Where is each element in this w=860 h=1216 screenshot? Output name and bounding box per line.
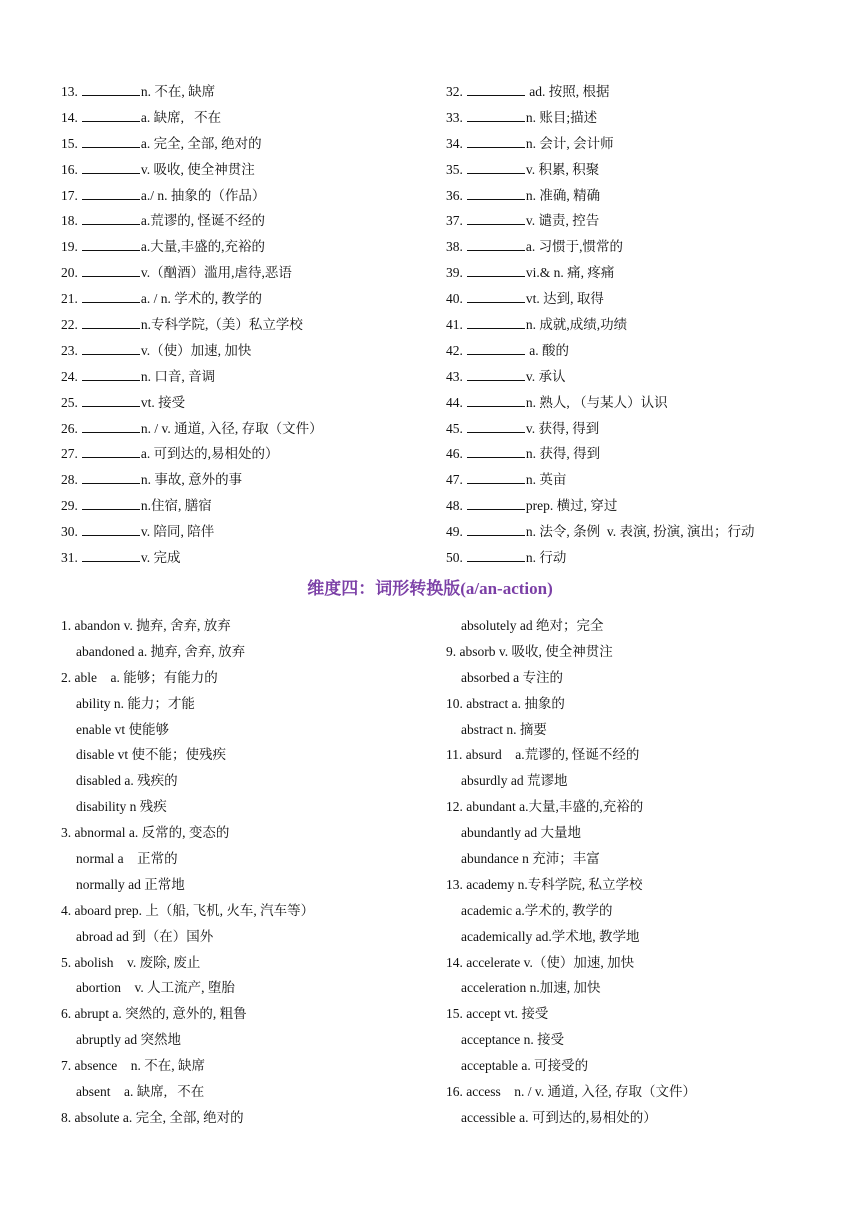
fill-in-item [446,260,755,286]
item-definition: n. 法令, 条例 v. 表演, 扮演, 演出；行动 [525,524,755,540]
derived-form-entry: abruptly ad 突然地 [76,1032,181,1048]
headword-entry: 3. abnormal a. 反常的, 变态的 [61,825,230,841]
item-number: 38. [446,239,463,255]
headword-entry: 4. aboard prep. 上（船, 飞机, 火车, 汽车等） [61,902,315,918]
answer-blank[interactable] [467,445,525,458]
answer-blank[interactable] [467,420,525,433]
answer-blank[interactable] [82,420,140,433]
fill-in-item [446,157,755,183]
derived-form-entry: disable vt 使不能；使残疾 [76,747,226,763]
item-number: 41. [446,317,463,333]
headword-entry: 10. abstract a. 抽象的 [446,695,565,711]
item-definition: n. 英亩 [525,472,567,488]
answer-blank[interactable] [467,290,525,303]
derived-form-entry: abortion v. 人工流产, 堕胎 [76,980,235,996]
answer-blank[interactable] [467,264,525,277]
item-definition: a.荒谬的, 怪诞不经的 [140,213,265,229]
derived-form-entry: acceptance n. 接受 [461,1032,565,1048]
fill-in-item [61,105,323,131]
fill-in-item [61,79,323,105]
item-definition: v. 积累, 积聚 [525,161,600,177]
fill-in-item [61,131,323,157]
item-definition: n. 准确, 精确 [525,187,601,203]
item-definition: v. 谴责, 控告 [525,213,600,229]
fill-in-item [61,364,323,390]
item-number: 48. [446,498,463,514]
item-number: 35. [446,161,463,177]
answer-blank[interactable] [82,471,140,484]
item-number: 34. [446,135,463,151]
answer-blank[interactable] [467,394,525,407]
item-number: 37. [446,213,463,229]
derived-form-entry: ability n. 能力；才能 [76,695,195,711]
answer-blank[interactable] [82,497,140,510]
derived-form-entry: accessible a. 可到达的,易相处的） [461,1109,657,1125]
item-definition: v.（酗酒）滥用,虐待,恶语 [140,265,292,281]
item-number: 18. [61,213,78,229]
item-definition: n. / v. 通道, 入径, 存取（文件） [140,420,323,436]
fill-in-item [446,183,755,209]
item-number: 28. [61,472,78,488]
item-definition: a./ n. 抽象的（作品） [140,187,266,203]
headword-entry: 11. absurd a.荒谬的, 怪诞不经的 [446,747,640,763]
item-number: 30. [61,524,78,540]
headword-entry: 1. abandon v. 抛弃, 舍弃, 放弃 [61,618,231,633]
item-definition: vt. 达到, 取得 [525,291,604,307]
item-definition: n.专科学院,（美）私立学校 [140,317,303,333]
item-number: 43. [446,368,463,384]
item-definition: n. 口音, 音调 [140,368,216,384]
fill-in-item [61,338,323,364]
answer-blank[interactable] [82,264,140,277]
fill-in-left-column [61,79,323,571]
fill-in-item [446,441,755,467]
answer-blank[interactable] [467,316,525,329]
answer-blank[interactable] [82,342,140,355]
fill-in-item [61,286,323,312]
item-number: 17. [61,187,78,203]
item-definition: v. 吸收, 使全神贯注 [140,161,255,177]
answer-blank[interactable] [82,549,140,562]
derived-form-entry: enable vt 使能够 [76,721,169,737]
answer-blank[interactable] [467,135,525,148]
headword-entry: 9. absorb v. 吸收, 使全神贯注 [446,643,613,659]
item-definition: n. 行动 [525,550,567,566]
fill-in-item [61,234,323,260]
fill-in-item [61,183,323,209]
item-number: 50. [446,550,463,566]
derived-form-entry: disabled a. 残疾的 [76,773,178,789]
headword-entry: 12. abundant a.大量,丰盛的,充裕的 [446,799,644,815]
item-definition: n. 获得, 得到 [525,446,601,462]
item-number: 13. [61,84,78,99]
answer-blank[interactable] [82,238,140,251]
item-number: 31. [61,550,78,566]
fill-in-item [446,208,755,234]
fill-in-item [446,234,755,260]
answer-blank[interactable] [82,187,140,200]
item-definition: a. 完全, 全部, 绝对的 [140,135,262,151]
item-number: 44. [446,394,463,410]
item-definition: v. 承认 [525,368,566,384]
item-number: 16. [61,161,78,177]
answer-blank[interactable] [82,161,140,174]
answer-blank[interactable] [467,83,525,96]
derived-form-entry: abroad ad 到（在）国外 [76,928,214,944]
derived-form-entry: absent a. 缺席, 不在 [76,1084,205,1100]
item-definition: n. 账目;描述 [525,109,598,125]
answer-blank[interactable] [82,394,140,407]
answer-blank[interactable] [467,342,525,355]
item-definition: v. 完成 [140,550,181,566]
item-definition: v. 获得, 得到 [525,420,600,436]
item-number: 36. [446,187,463,203]
item-definition: a. 缺席, 不在 [140,109,222,125]
fill-in-item [446,131,755,157]
item-number: 33. [446,109,463,125]
fill-in-item [446,493,755,519]
item-number: 19. [61,239,78,255]
word-forms-right-column [446,613,696,1131]
item-number: 49. [446,524,463,540]
derived-form-entry: academic a.学术的, 教学的 [461,902,613,918]
fill-in-item [446,467,755,493]
item-definition: n. 会计, 会计师 [525,135,614,151]
item-definition: prep. 横过, 穿过 [525,498,618,514]
word-forms-left-column [61,613,314,1131]
item-number: 29. [61,498,78,514]
fill-in-item [446,416,755,442]
headword-entry: 2. able a. 能够；有能力的 [61,669,218,685]
headword-entry: 6. abrupt a. 突然的, 意外的, 粗鲁 [61,1006,247,1022]
item-definition: n. 不在, 缺席 [140,84,216,99]
fill-in-item [446,545,755,571]
answer-blank[interactable] [82,83,140,96]
answer-blank[interactable] [467,549,525,562]
derived-form-entry: normal a 正常的 [76,851,178,867]
answer-blank[interactable] [467,497,525,510]
item-number: 20. [61,265,78,281]
answer-blank[interactable] [82,109,140,122]
fill-in-item [446,338,755,364]
item-number: 26. [61,420,78,436]
item-definition: a. 酸的 [525,342,569,358]
derived-form-entry: disability n 残疾 [76,799,167,815]
fill-in-item [61,493,323,519]
answer-blank[interactable] [82,212,140,225]
headword-entry: 14. accelerate v.（使）加速, 加快 [446,954,635,970]
headword-entry: 13. academy n.专科学院, 私立学校 [446,876,643,892]
derived-form-entry: abundance n 充沛；丰富 [461,851,600,867]
item-number: 23. [61,342,78,358]
item-definition: n.住宿, 膳宿 [140,498,212,514]
derived-form-entry: absorbed a 专注的 [461,669,563,685]
answer-blank[interactable] [82,445,140,458]
fill-in-item [446,312,755,338]
item-number: 25. [61,394,78,410]
derived-form-entry: absurdly ad 荒谬地 [461,773,568,789]
derived-form-entry: acceleration n.加速, 加快 [461,980,601,996]
answer-blank[interactable] [467,212,525,225]
answer-blank[interactable] [82,290,140,303]
item-number: 22. [61,317,78,333]
headword-entry: 5. abolish v. 废除, 废止 [61,954,201,970]
answer-blank[interactable] [467,368,525,381]
section-title: 维度四：词形转换版(a/an-action) [307,579,553,598]
item-definition: vi.& n. 痛, 疼痛 [525,265,615,281]
derived-form-entry: absolutely ad 绝对；完全 [461,618,604,633]
fill-in-item [61,390,323,416]
item-definition: a.大量,丰盛的,充裕的 [140,239,265,255]
answer-blank[interactable] [82,523,140,536]
answer-blank[interactable] [467,161,525,174]
item-number: 46. [446,446,463,462]
derived-form-entry: abandoned a. 抛弃, 舍弃, 放弃 [76,643,246,659]
item-definition: vt. 接受 [140,394,186,410]
fill-in-item [61,312,323,338]
item-definition: a. / n. 学术的, 教学的 [140,291,262,307]
item-number: 42. [446,342,463,358]
headword-entry: 16. access n. / v. 通道, 入径, 存取（文件） [446,1084,696,1100]
fill-in-item [446,79,755,105]
headword-entry: 7. absence n. 不在, 缺席 [61,1058,205,1074]
item-number: 47. [446,472,463,488]
item-definition: n. 熟人, （与某人）认识 [525,394,668,410]
answer-blank[interactable] [467,187,525,200]
item-number: 21. [61,291,78,307]
item-number: 27. [61,446,78,462]
headword-entry: 8. absolute a. 完全, 全部, 绝对的 [61,1109,244,1125]
item-definition: n. 成就,成绩,功绩 [525,317,628,333]
fill-in-item [61,467,323,493]
derived-form-entry: abundantly ad 大量地 [461,825,581,841]
fill-in-item [446,286,755,312]
fill-in-item [61,157,323,183]
item-definition: v. 陪同, 陪伴 [140,524,215,540]
item-number: 32. [446,84,463,99]
fill-in-item [61,416,323,442]
fill-in-right-column [446,79,755,571]
answer-blank[interactable] [467,238,525,251]
answer-blank[interactable] [467,471,525,484]
item-number: 24. [61,368,78,384]
answer-blank[interactable] [82,316,140,329]
fill-in-item [61,260,323,286]
fill-in-item [446,390,755,416]
derived-form-entry: normally ad 正常地 [76,876,185,892]
item-definition: a. 可到达的,易相处的） [140,446,279,462]
item-number: 15. [61,135,78,151]
item-definition: v.（使）加速, 加快 [140,342,252,358]
answer-blank[interactable] [82,368,140,381]
item-number: 39. [446,265,463,281]
answer-blank[interactable] [82,135,140,148]
fill-in-item [446,519,755,545]
fill-in-item [61,545,323,571]
fill-in-item [446,364,755,390]
derived-form-entry: academically ad.学术地, 教学地 [461,928,640,944]
item-definition: a. 习惯于,惯常的 [525,239,623,255]
item-number: 45. [446,420,463,436]
headword-entry: 15. accept vt. 接受 [446,1006,549,1022]
fill-in-item [61,441,323,467]
item-number: 14. [61,109,78,125]
fill-in-item [61,208,323,234]
derived-form-entry: acceptable a. 可接受的 [461,1058,589,1074]
item-definition: n. 事故, 意外的事 [140,472,243,488]
answer-blank[interactable] [467,523,525,536]
answer-blank[interactable] [467,109,525,122]
fill-in-item [446,105,755,131]
fill-in-item [61,519,323,545]
item-definition: ad. 按照, 根据 [525,84,610,99]
item-number: 40. [446,291,463,307]
derived-form-entry: abstract n. 摘要 [461,721,547,737]
